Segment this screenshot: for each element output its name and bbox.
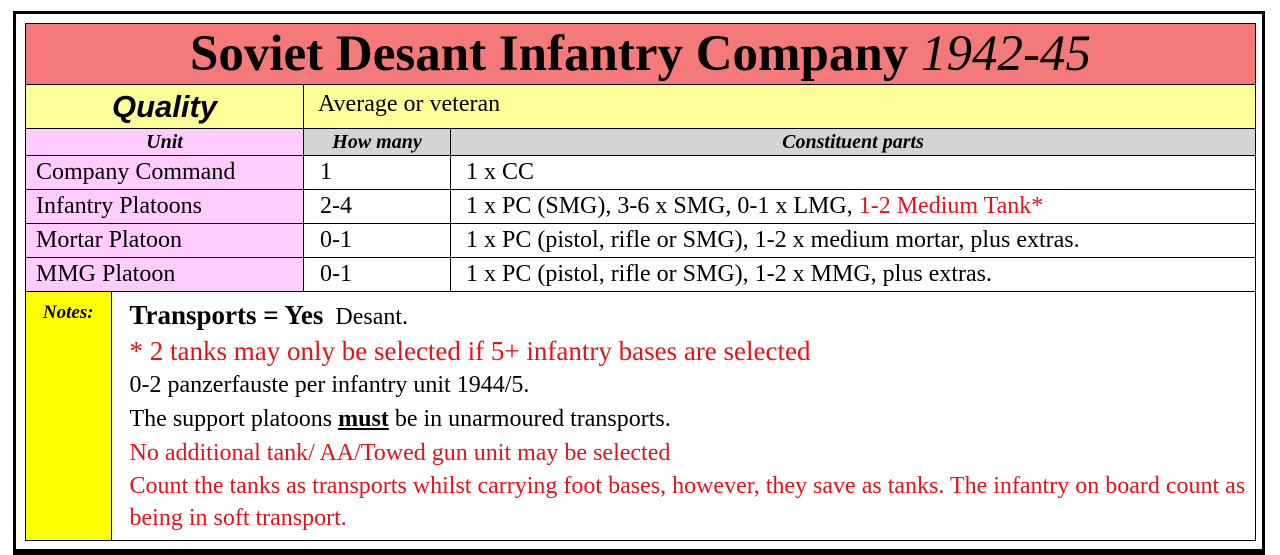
title-years: 1942-45 (921, 26, 1092, 82)
table-row (26, 224, 1256, 258)
note-transports-bold: Transports = Yes (129, 300, 324, 330)
column-header-how-many: How many (304, 129, 451, 156)
unit-name: Infantry Platoons (26, 190, 304, 224)
unit-name: MMG Platoon (26, 258, 304, 292)
unit-name: Company Command (26, 156, 304, 190)
how-many-value: 1 (304, 156, 451, 190)
note-support-pre: The support platoons (129, 406, 339, 432)
bottom-rule (13, 549, 1265, 555)
company-table (25, 23, 1256, 541)
how-many-value: 0-1 (304, 258, 451, 292)
note-support-post: be in unarmoured transports. (388, 406, 671, 432)
parts-text: 1 x PC (pistol, rifle or SMG), 1-2 x MMG, plus extras. (466, 261, 992, 287)
table-row (26, 258, 1256, 292)
constituent-parts (451, 258, 1256, 292)
note-transports-rest: Desant. (323, 304, 409, 330)
quality-value: Average or veteran (304, 85, 1256, 129)
column-header-unit: Unit (26, 129, 304, 156)
note-count-tanks: Count the tanks as transports whilst carrying foot bases, however, they save as tanks. The infantry on board count as being in soft transport. (129, 473, 1246, 531)
note-tanks-rule: * 2 tanks may only be selected if 5+ infantry bases are selected (129, 336, 811, 366)
how-many-value: 2-4 (304, 190, 451, 224)
notes-body (111, 292, 1255, 540)
parts-text: 1 x PC (pistol, rifle or SMG), 1-2 x medium mortar, plus extras. (466, 227, 1080, 253)
column-header-parts: Constituent parts (451, 129, 1256, 156)
how-many-value: 0-1 (304, 224, 451, 258)
note-panzerfauste: 0-2 panzerfauste per infantry unit 1944/5. (129, 372, 530, 398)
title-main: Soviet Desant Infantry Company (189, 26, 909, 82)
quality-label: Quality (26, 85, 304, 129)
unit-name: Mortar Platoon (26, 224, 304, 258)
parts-text: 1 x PC (SMG), 3-6 x SMG, 0-1 x LMG, (466, 193, 859, 219)
notes-section (26, 292, 1256, 541)
note-no-additional: No additional tank/ AA/Towed gun unit may be selected (129, 440, 671, 466)
notes-label: Notes: (26, 292, 111, 540)
constituent-parts (451, 190, 1256, 224)
constituent-parts (451, 156, 1256, 190)
note-support-must: must (338, 406, 389, 432)
parts-text: 1 x CC (466, 159, 535, 185)
title-banner (26, 24, 1256, 85)
table-row (26, 190, 1256, 224)
constituent-parts (451, 224, 1256, 258)
parts-red-text: 1-2 Medium Tank* (858, 193, 1044, 219)
note-support (130, 402, 1250, 436)
note-transports (130, 298, 1250, 334)
table-row (26, 156, 1256, 190)
